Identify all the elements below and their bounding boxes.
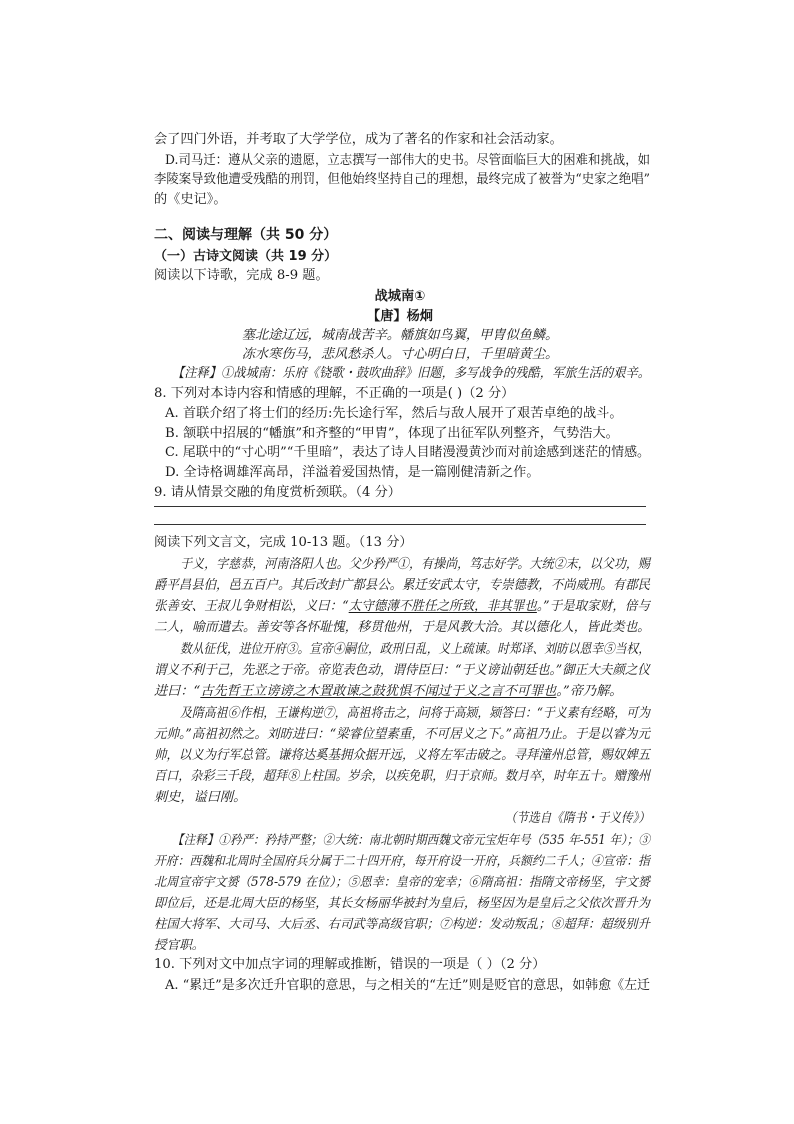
subsection-title: （一）古诗文阅读（共 19 分） bbox=[154, 249, 338, 264]
passage-note-line: 开府：西魏和北周时全国府兵分属于二十四开府，每开府设一开府，兵额约二千人；④宣帝：指 bbox=[154, 853, 650, 868]
option-d-line: D.司马迁：遵从父亲的遗愿，立志撰写一部伟大的史书。尽管面临巨大的困难和挑战，如 bbox=[165, 153, 651, 168]
poem-author: 【唐】杨炯 bbox=[367, 309, 433, 324]
question-10-option-a: A. “累迁”是多次迁升官职的意思，与之相关的“左迁”则是贬官的意思，如韩愈《左迁 bbox=[165, 978, 651, 993]
passage-line: 爵平昌县伯，邑五百户。其后改封广都县公。累迁安武太守，专崇德教，不尚威刑。有郡民 bbox=[154, 578, 651, 593]
continued-text-line: 会了四门外语，并考取了大学学位，成为了著名的作家和社会活动家。 bbox=[154, 132, 563, 147]
question-8-stem: 8. 下列对本诗内容和情感的理解，不正确的一项是( )（2 分） bbox=[154, 386, 515, 401]
passage-line: 帅，以义为行军总管。谦将达奚基拥众据开远，义将左军击破之。寻拜潼州总管，赐奴婢五 bbox=[154, 748, 651, 763]
answer-line bbox=[154, 506, 646, 507]
passage-note-line: 北周宣帝宇文赟（578-579 在位）；⑤恩幸：皇帝的宠幸；⑥隋高祖：指隋文帝杨坚，宇文赟 bbox=[154, 874, 650, 889]
option-d-line: 李陵案导致他遭受残酷的刑罚，但他始终坚持自己的理想，最终完成了被誉为“史家之绝唱” bbox=[154, 172, 651, 187]
poem-line: 塞北途辽远，城南战苦辛。幡旗如鸟翼，甲胄似鱼鳞。 bbox=[241, 328, 559, 343]
passage-source: （节选自《隋书・于义传》） bbox=[505, 811, 650, 826]
passage-note-line: 授官职。 bbox=[154, 937, 205, 952]
section-title: 二、阅读与理解（共 50 分） bbox=[154, 227, 338, 243]
option-d-line: 的《史记》。 bbox=[154, 192, 227, 207]
passage-line: 刺史，谥曰刚。 bbox=[154, 790, 247, 805]
reading-instruction: 阅读以下诗歌，完成 8-9 题。 bbox=[154, 268, 329, 283]
passage-line: 百口，杂彩三千段，超拜⑧上柱国。岁余，以疾免职，归于京师。数月卒，时年五十。赠豫州 bbox=[154, 769, 651, 784]
passage-text: 张善安、王叔儿争财相讼，义曰：“ bbox=[154, 599, 349, 614]
poem-line: 冻水寒伤马，悲风愁杀人。寸心明白日，千里暗黄尘。 bbox=[241, 347, 559, 362]
passage-line: 元帅。”高祖初然之。刘昉进曰：“梁睿位望素重，不可居义之下。”高祖乃止。于是以睿为元 bbox=[154, 727, 651, 742]
passage-note-line: 柱国大将军、大司马、大后丞、右司武等高级官职；⑦构逆：发动叛乱；⑧超拜：超级别升 bbox=[154, 916, 650, 931]
question-8-option-d: D. 全诗格调雄浑高昂，洋溢着爱国热情，是一篇刚健清新之作。 bbox=[165, 465, 540, 480]
question-8-option-a: A. 首联介绍了将士们的经历:先长途行军，然后与敌人展开了艰苦卓绝的战斗。 bbox=[165, 406, 623, 421]
question-9-stem: 9. 请从情景交融的角度赏析颈联。（4 分） bbox=[154, 485, 401, 500]
passage-line: 及隋高祖⑥作相，王谦构逆⑦，高祖将击之，问将于高颎，颎答曰：“于义素有经略，可为 bbox=[180, 706, 650, 721]
passage-text: 。”于是取家财，倍与 bbox=[536, 599, 650, 614]
question-8-option-b: B. 颔联中招展的“幡旗”和齐整的“甲胄”，体现了出征军队列整齐，气势浩大。 bbox=[165, 426, 619, 441]
underlined-sentence: 太守德薄不胜任之所致，非其罪也 bbox=[348, 599, 537, 614]
passage-line bbox=[154, 682, 622, 701]
passage-note-line: 【注释】①矜严：矜持严整；②大统：南北朝时期西魏文帝元宝炬年号（535 年-551 年）；③ bbox=[172, 832, 650, 847]
passage-text: 进曰：“ bbox=[154, 684, 201, 699]
passage-text: 。”帝乃解。 bbox=[556, 684, 623, 699]
passage-line: 二人，喻而遣去。善安等各怀耻愧，移贯他州，于是风教大洽。其以德化人，皆此类也。 bbox=[154, 620, 651, 635]
passage-note-line: 即位后，还是北周大臣的杨坚，其长女杨丽华被封为皇后，杨坚因为是皇后之父依次晋升为 bbox=[154, 895, 650, 910]
passage-line: 谓义不利于己，先恶之于帝。帝览表色动，谓侍臣曰：“于义谤讪朝廷也。”御正大夫颜之仪 bbox=[154, 663, 650, 678]
answer-line bbox=[154, 524, 646, 525]
passage-instruction: 阅读下列文言文，完成 10-13 题。（13 分） bbox=[154, 535, 413, 550]
passage-line: 于义，字慈恭，河南洛阳人也。父少矜严①，有操尚，笃志好学。大统②末，以父功，赐 bbox=[180, 557, 650, 572]
question-8-option-c: C. 尾联中的“寸心明”“千里暗”，表达了诗人目睹漫漫黄沙而对前途感到迷茫的情感。 bbox=[165, 445, 651, 460]
question-10-stem: 10. 下列对文中加点字词的理解或推断，错误的一项是（ ）（2 分） bbox=[154, 957, 546, 972]
underlined-sentence: 古先哲王立谤谤之木置敢谏之鼓犹惧不闻过于义之言不可罪也 bbox=[200, 684, 557, 699]
poem-note: 【注释】①战城南：乐府《铙歌・鼓吹曲辞》旧题，多写战争的残酷，军旅生活的艰辛。 bbox=[172, 366, 651, 381]
passage-line: 数从征伐，进位开府③。宣帝④嗣位，政刑日乱，义上疏谏。时郑译、刘昉以恩幸⑤当权， bbox=[180, 642, 651, 657]
passage-line bbox=[154, 597, 650, 616]
poem-title: 战城南① bbox=[374, 289, 426, 304]
